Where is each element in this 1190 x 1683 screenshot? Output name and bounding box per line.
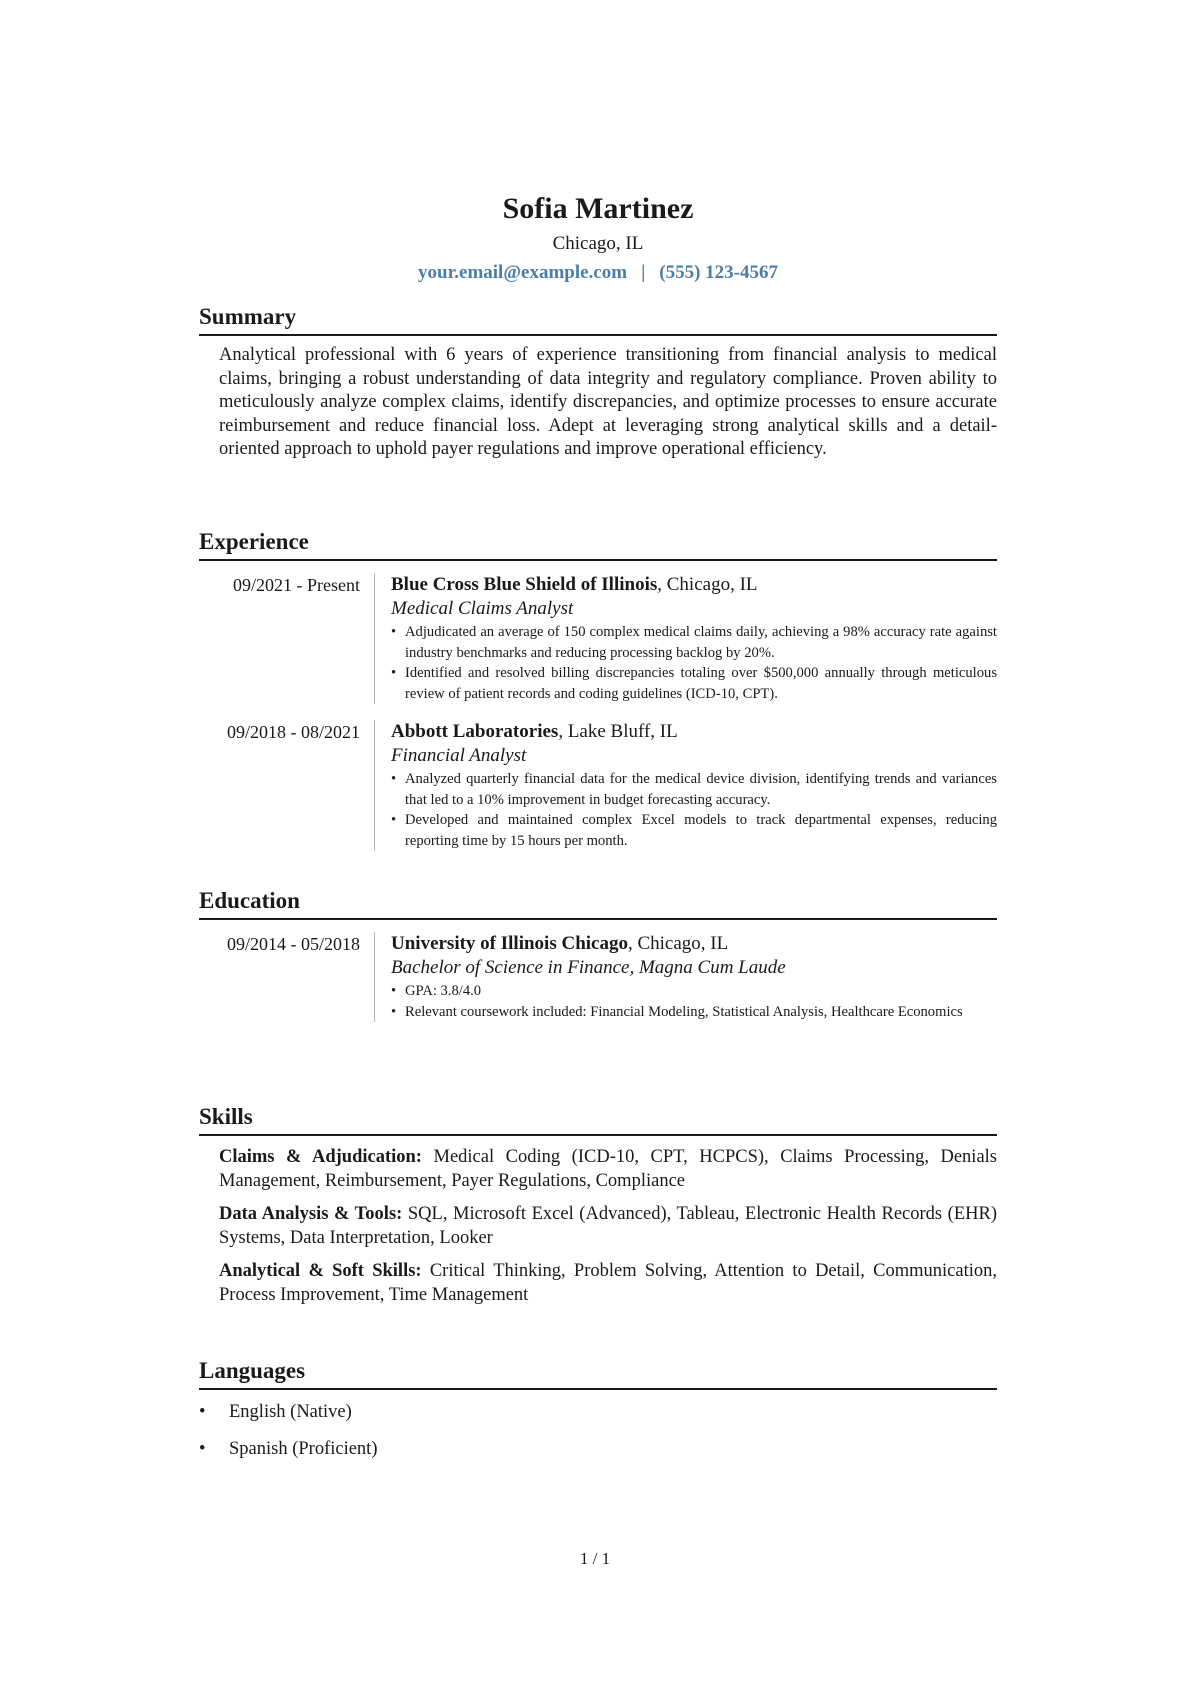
bullet-item: • Identified and resolved billing discrepancies totaling over $500,000 annually through meticulous review of patient records and coding guidelines (ICD-10, CPT).: [391, 663, 997, 704]
education-entry: [199, 932, 997, 1022]
skill-group-label: Data Analysis & Tools:: [219, 1204, 403, 1224]
language-item: • English (Native): [199, 1400, 997, 1424]
bullet-item: • Developed and maintained complex Excel models to track departmental expenses, reducing reporting time by 15 hours per month.: [391, 810, 997, 851]
resume-page: [199, 0, 997, 1683]
entry-body: [374, 932, 997, 1022]
page-indicator: 1 / 1: [579, 1549, 611, 1568]
entry-bullets: [391, 981, 997, 1022]
entry-role: Bachelor of Science in Finance, Magna Cum Laude: [391, 957, 786, 978]
organization-name: University of Illinois Chicago: [391, 933, 628, 954]
entry-role: Financial Analyst: [391, 745, 527, 766]
section-title-experience: Experience: [199, 527, 997, 561]
entry-organization: [391, 932, 997, 956]
entry-role: Medical Claims Analyst: [391, 598, 574, 619]
resume-header: [199, 190, 997, 285]
bullet-item: • Adjudicated an average of 150 complex medical claims daily, achieving a 98% accuracy rate against industry benchmarks and reducing processing backlog by 20%.: [391, 622, 997, 663]
entry-bullets: [391, 622, 997, 704]
candidate-location: Chicago, IL: [552, 233, 644, 254]
experience-entry: [199, 720, 997, 851]
organization-name: Blue Cross Blue Shield of Illinois: [391, 574, 658, 595]
organization-location: , Chicago, IL: [657, 574, 758, 595]
skills-section: [199, 1102, 997, 1307]
organization-location: , Lake Bluff, IL: [558, 721, 678, 742]
candidate-name: Sofia Martinez: [502, 192, 694, 225]
summary-section: [199, 302, 997, 462]
languages-section: [199, 1356, 997, 1474]
section-title-education: Education: [199, 886, 997, 920]
skill-group-text: Medical Coding (ICD-10, CPT, HCPCS), Claims Processing, Denials Management, Reimbursement, Payer Regulations, Compliance: [219, 1147, 997, 1191]
skill-group: [219, 1203, 997, 1250]
organization-name: Abbott Laboratories: [391, 721, 559, 742]
skill-group: [219, 1146, 997, 1193]
email-link[interactable]: your.email@example.com: [418, 262, 628, 283]
organization-location: , Chicago, IL: [627, 933, 729, 954]
entry-bullets: [391, 769, 997, 851]
skill-group-text: Critical Thinking, Problem Solving, Attention to Detail, Communication, Process Improvement, Time Management: [219, 1261, 997, 1305]
entry-organization: [391, 720, 997, 744]
bullet-item: • Relevant coursework included: Financial Modeling, Statistical Analysis, Healthcare Economics: [391, 1002, 997, 1023]
entry-date: 09/2018 - 08/2021: [227, 722, 360, 742]
skill-group: [219, 1260, 997, 1307]
contact-line: [199, 261, 997, 285]
skill-group-label: Claims & Adjudication:: [219, 1147, 422, 1167]
education-section: [199, 886, 997, 1022]
bullet-item: • GPA: 3.8/4.0: [391, 981, 997, 1002]
entry-body: [374, 573, 997, 704]
contact-separator: |: [641, 262, 646, 283]
experience-entry: [199, 573, 997, 704]
experience-section: [199, 527, 997, 851]
section-title-summary: Summary: [199, 302, 997, 336]
section-title-languages: Languages: [199, 1356, 997, 1390]
entry-body: [374, 720, 997, 851]
skill-group-text: SQL, Microsoft Excel (Advanced), Tableau, Electronic Health Records (EHR) Systems, Data Interpretation, Looker: [219, 1204, 998, 1248]
entry-date: 09/2014 - 05/2018: [227, 934, 360, 954]
skill-group-label: Analytical & Soft Skills:: [219, 1261, 422, 1281]
entry-organization: [391, 573, 997, 597]
section-title-skills: Skills: [199, 1102, 997, 1136]
summary-text: Analytical professional with 6 years of experience transitioning from financial analysis to medical claims, bringing a robust understanding of data integrity and regulatory compliance. Proven ability to meticulously analyze complex claims, identify discrepancies, and optimize processes to ensure accurate reimbursement and reduce financial loss. Adept at leveraging strong analytical skills and a detail-oriented approach to uphold payer regulations and improve operational efficiency.: [219, 345, 997, 459]
entry-date: 09/2021 - Present: [233, 575, 360, 595]
phone-link[interactable]: (555) 123-4567: [659, 262, 778, 283]
bullet-item: • Analyzed quarterly financial data for the medical device division, identifying trends and variances that led to a 10% improvement in budget forecasting accuracy.: [391, 769, 997, 810]
language-item: • Spanish (Proficient): [199, 1437, 997, 1461]
languages-list: [199, 1400, 997, 1461]
